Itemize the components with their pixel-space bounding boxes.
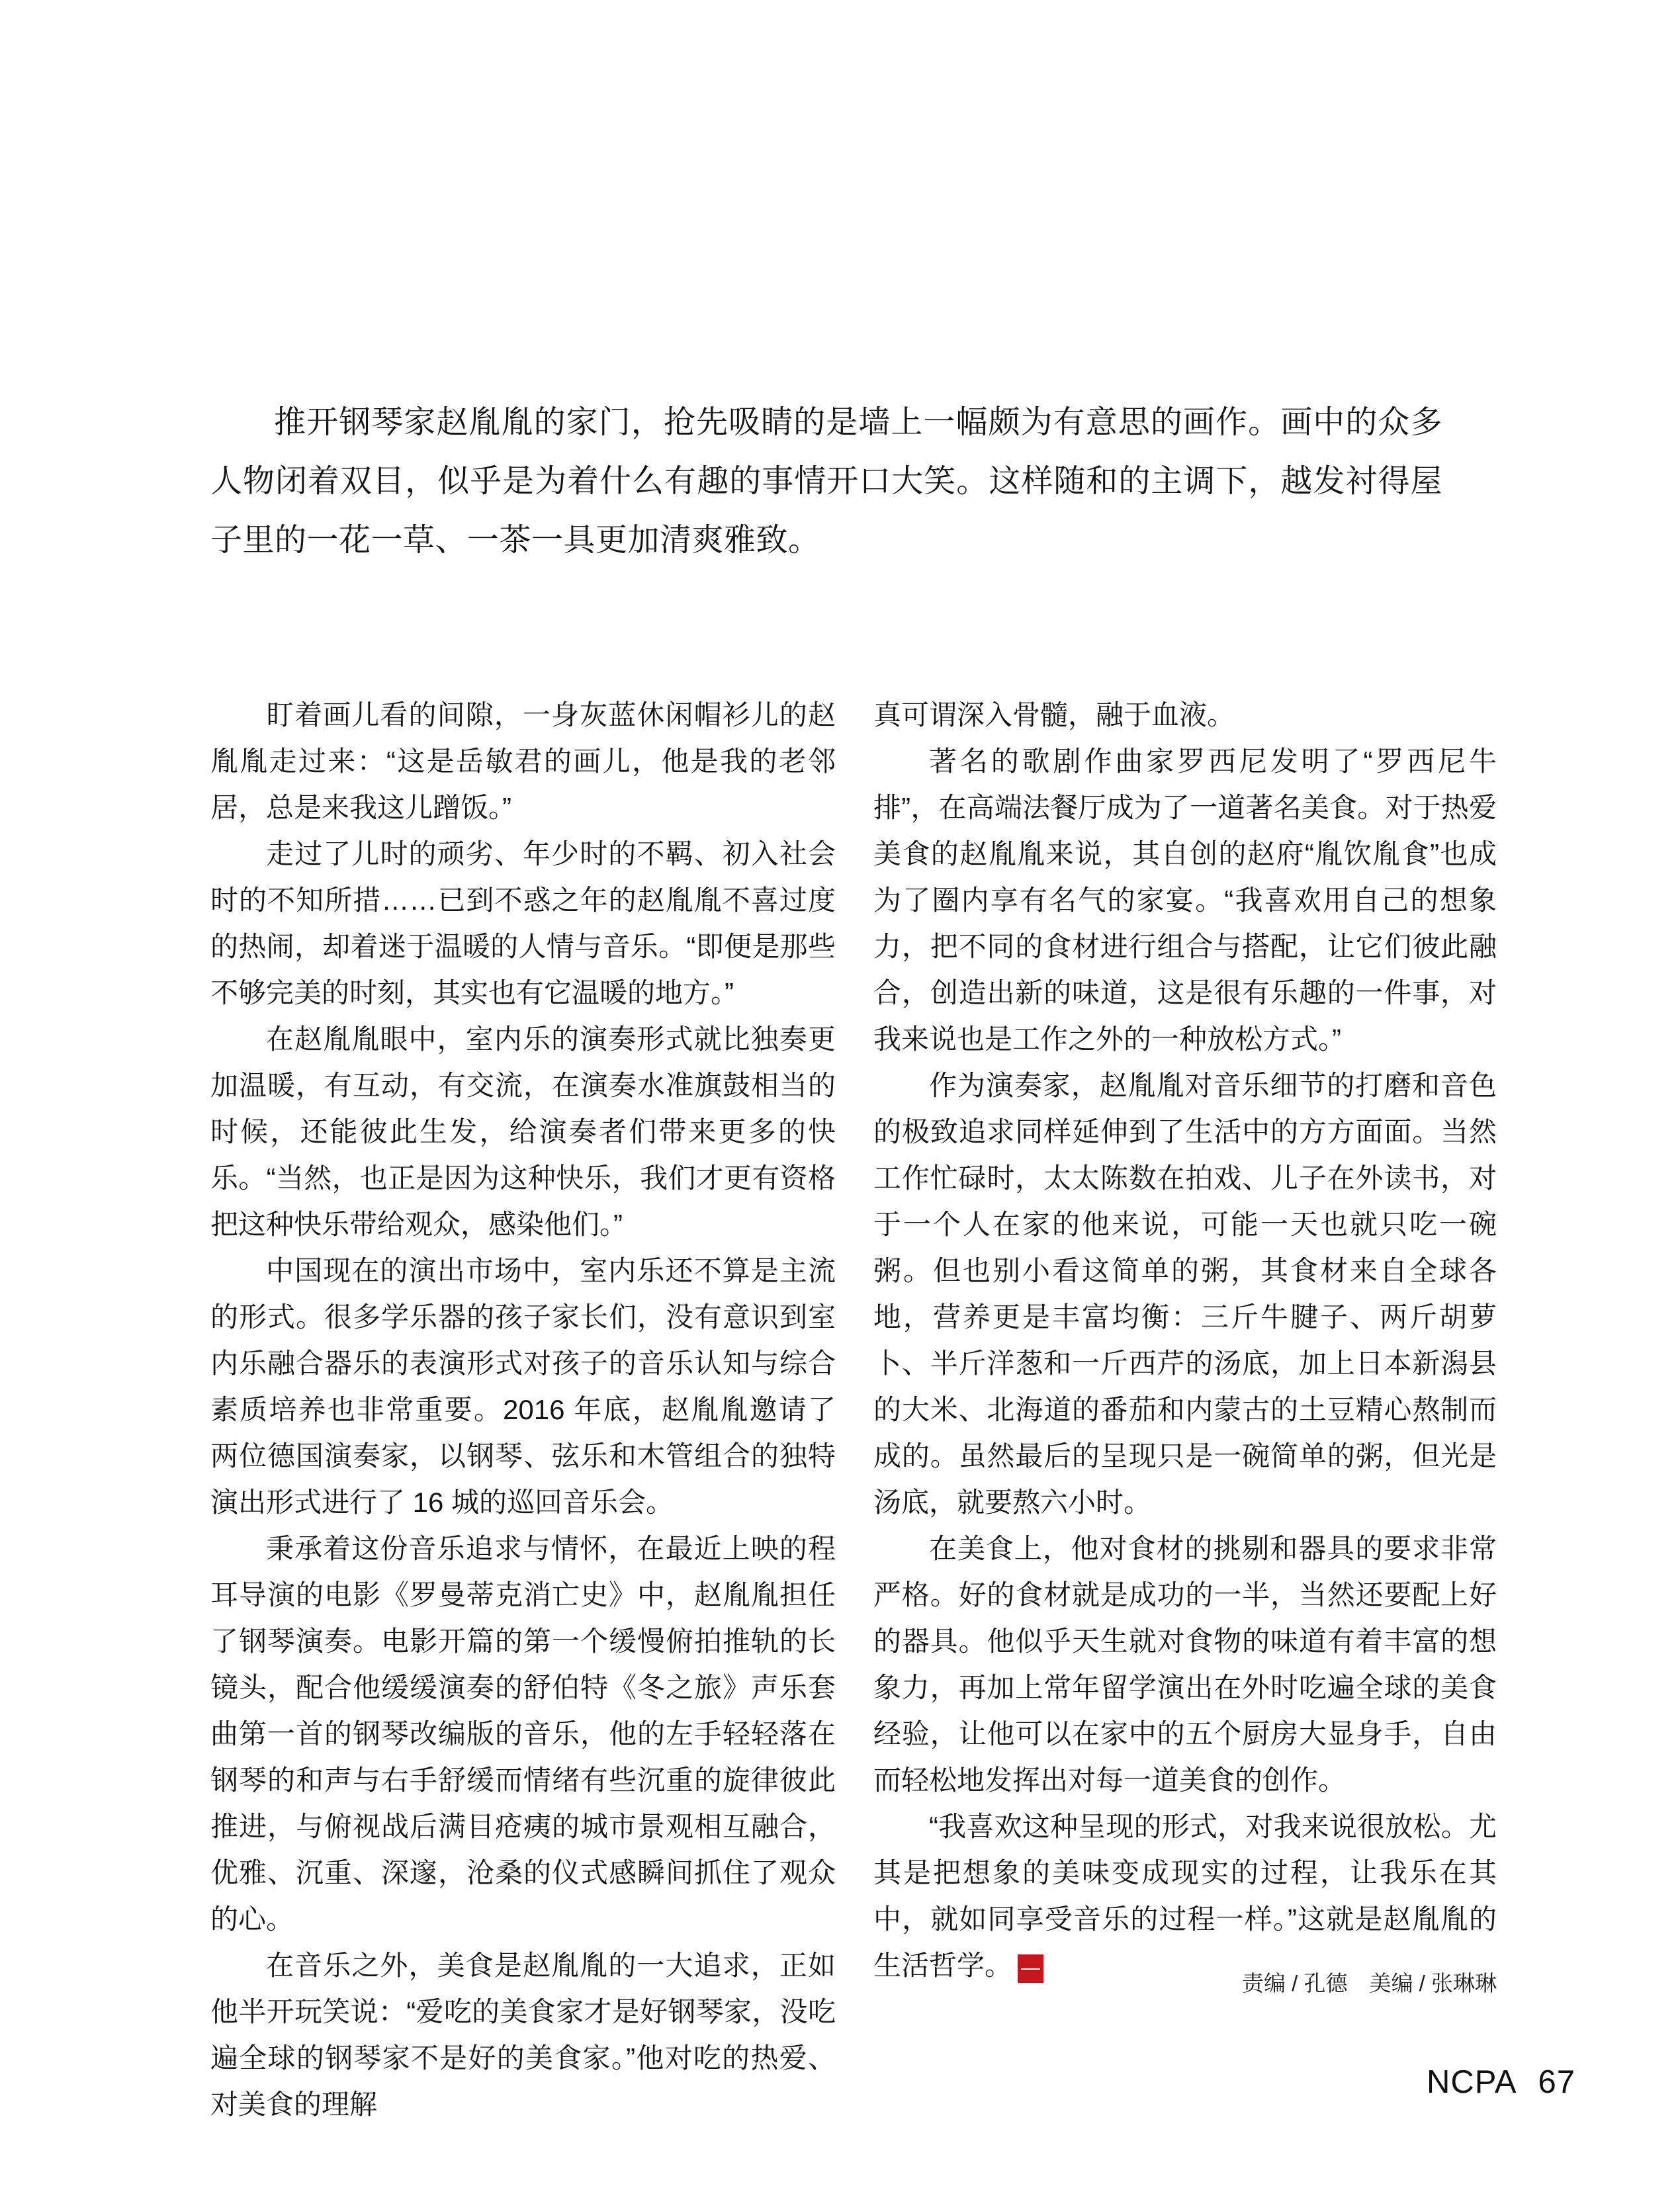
right-column	[873, 692, 1497, 1989]
body-paragraph-continuation: 真可谓深入骨髓，融于血液。	[873, 699, 1235, 730]
intro-block	[210, 393, 1442, 570]
seal-text-top: NC	[1021, 1955, 1040, 1970]
body-paragraph: 盯着画儿看的间隙，一身灰蓝休闲帽衫儿的赵胤胤走过来：“这是岳敏君的画儿，他是我的老邻居，总是来我这儿蹭饭。”	[210, 699, 836, 823]
body-paragraph: 在音乐之外，美食是赵胤胤的一大追求，正如他半开玩笑说：“爱吃的美食家才是好钢琴家，没吃遍全球的钢琴家不是好的美食家。”他对吃的热爱、对美食的理解	[210, 1950, 836, 2120]
page-footer	[1427, 2063, 1575, 2101]
body-paragraph: 在赵胤胤眼中，室内乐的演奏形式就比独奏更加温暖，有互动，有交流，在演奏水准旗鼓相当的时候，还能彼此生发，给演奏者们带来更多的快乐。“当然，也正是因为这种快乐，我们才更有资格把这种快乐带给观众，感染他们。”	[210, 1024, 836, 1240]
left-column	[210, 692, 836, 2128]
body-paragraph: 著名的歌剧作曲家罗西尼发明了“罗西尼牛排”，在高端法餐厅成为了一道著名美食。对于热爱美食的赵胤胤来说，其自创的赵府“胤饮胤食”也成为了圈内享有名气的家宴。“我喜欢用自己的想象力，把不同的食材进行组合与搭配，让它们彼此融合，创造出新的味道，这是很有乐趣的一件事，对我来说也是工作之外的一种放松方式。”	[873, 746, 1497, 1055]
body-paragraph-last	[873, 1804, 1497, 1989]
body-paragraph: 走过了儿时的顽劣、年少时的不羁、初入社会时的不知所措……已到不惑之年的赵胤胤不喜过度的热闹，却着迷于温暖的人情与音乐。“即便是那些不够完美的时刻，其实也有它温暖的地方。”	[210, 838, 836, 1008]
closing-paragraph-text: “我喜欢这种呈现的形式，对我来说很放松。尤其是把想象的美味变成现实的过程，让我乐在其中，就如同享受音乐的过程一样。”这就是赵胤胤的生活哲学。	[873, 1811, 1497, 1981]
editor-credits: 责编 / 孔德 美编 / 张琳琳	[1241, 1971, 1497, 1995]
body-paragraph: 中国现在的演出市场中，室内乐还不算是主流的形式。很多学乐器的孩子家长们，没有意识到室内乐融合器乐的表演形式对孩子的音乐认知与综合素质培养也非常重要。2016 年底，赵胤胤邀请了两位德国演奏家，以钢琴、弦乐和木管组合的独特演出形式进行了 16 城的巡回音乐会。	[210, 1255, 836, 1518]
body-paragraph: 秉承着这份音乐追求与情怀，在最近上映的程耳导演的电影《罗曼蒂克消亡史》中，赵胤胤担任了钢琴演奏。电影开篇的第一个缓慢俯拍推轨的长镜头，配合他缓缓演奏的舒伯特《冬之旅》声乐套曲第一首的钢琴改编版的音乐，他的左手轻轻落在钢琴的和声与右手舒缓而情绪有些沉重的旋律彼此推进，与俯视战后满目疮痍的城市景观相互融合，优雅、沉重、深邃，沧桑的仪式感瞬间抓住了观众的心。	[210, 1533, 836, 1935]
body-paragraph: 在美食上，他对食材的挑剔和器具的要求非常严格。好的食材就是成功的一半，当然还要配上好的器具。他似乎天生就对食物的味道有着丰富的想象力，再加上常年留学演出在外时吃遍全球的美食经验，让他可以在家中的五个厨房大显身手，自由而轻松地发挥出对每一道美食的创作。	[873, 1533, 1497, 1796]
intro-paragraph: 推开钢琴家赵胤胤的家门，抢先吸睛的是墙上一幅颇为有意思的画作。画中的众多人物闭着双目，似乎是为着什么有趣的事情开口大笑。这样随和的主调下，越发衬得屋子里的一花一草、一茶一具更加清爽雅致。	[210, 405, 1442, 558]
seal-text-bottom: PA	[1073, 1970, 1089, 1982]
page-number: 67	[1538, 2064, 1576, 2100]
body-paragraph: 作为演奏家，赵胤胤对音乐细节的打磨和音色的极致追求同样延伸到了生活中的方方面面。当然工作忙碌时，太太陈数在拍戏、儿子在外读书，对于一个人在家的他来说，可能一天也就只吃一碗粥。但也别小看这简单的粥，其食材来自全球各地，营养更是丰富均衡：三斤牛腱子、两斤胡萝卜、半斤洋葱和一斤西芹的汤底，加上日本新潟县的大米、北海道的番茄和内蒙古的土豆精心熬制而成的。虽然最后的呈现只是一碗简单的粥，但光是汤底，就要熬六小时。	[873, 1070, 1497, 1518]
brand-name: NCPA	[1427, 2064, 1517, 2100]
